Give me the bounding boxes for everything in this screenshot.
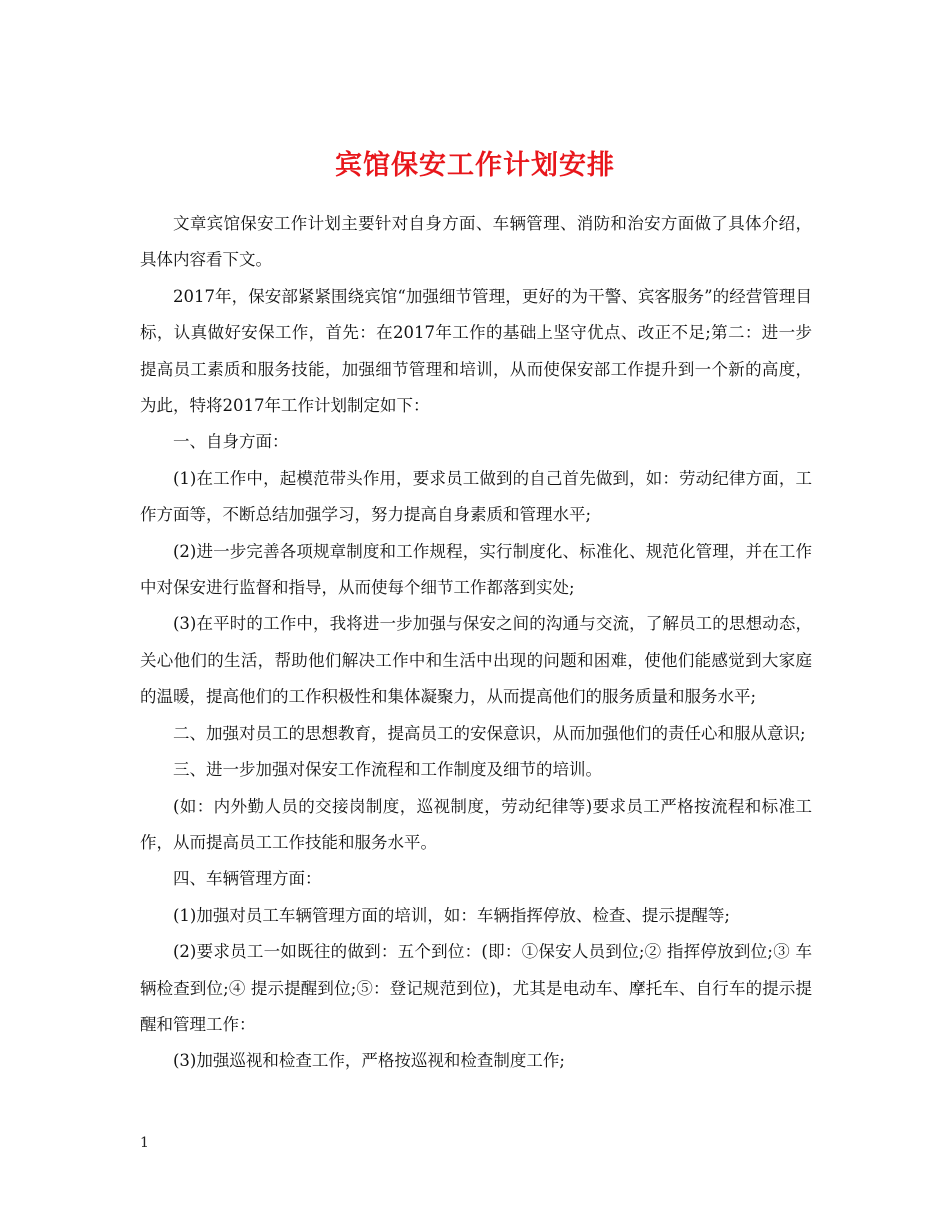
paragraph-intro: 文章宾馆保安工作计划主要针对自身方面、车辆管理、消防和治安方面做了具体介绍，具体内容看下文。 [140,214,812,270]
list-item-self-2: (2)进一步完善各项规章制度和工作规程，实行制度化、标准化、规范化管理，并在工作中对保安进行监督和指导，从而使每个细节工作都落到实处; [140,541,812,598]
page-number: 1 [140,1135,149,1151]
list-item-vehicles-3: (3)加强巡视和检查工作，严格按巡视和检查制度工作; [173,1051,565,1071]
paragraph-overview: 2017年，保安部紧紧围绕宾馆“加强细节管理，更好的为干警、宾客服务”的经营管理目标，认真做好安保工作，首先：在2017年工作的基础上坚守优点、改正不足;第二：进一步提高员工素质和服务技能，加强细节管理和培训，从而使保安部工作提升到一个新的高度，为此，特将2017年工作计划制定如下： [140,286,812,416]
list-item-vehicles-1: (1)加强对员工车辆管理方面的培训，如：车辆指挥停放、检查、提示提醒等; [173,905,730,925]
section-heading-vehicles: 四、车辆管理方面： [173,869,322,889]
document-title: 宾馆保安工作计划安排 [335,150,615,182]
paragraph-training-detail: (如：内外勤人员的交接岗制度，巡视制度，劳动纪律等)要求员工严格按流程和标准工作，从而提高员工工作技能和服务水平。 [140,796,812,852]
list-item-self-3: (3)在平时的工作中，我将进一步加强与保安之间的沟通与交流，了解员工的思想动态，关心他们的生活，帮助他们解决工作中和生活中出现的问题和困难，使他们能感觉到大家庭的温暖，提高他们的工作积极性和集体凝聚力，从而提高他们的服务质量和服务水平; [140,614,812,707]
list-item-self-1: (1)在工作中，起模范带头作用，要求员工做到的自己首先做到，如：劳动纪律方面，工作方面等，不断总结加强学习，努力提高自身素质和管理水平; [140,468,812,525]
section-heading-training: 三、进一步加强对保安工作流程和工作制度及细节的培训。 [173,760,602,780]
document-body [140,206,812,1080]
section-heading-self: 一、自身方面： [173,432,289,452]
list-item-vehicles-2: (2)要求员工一如既往的做到：五个到位：(即：①保安人员到位;② 指挥停放到位;③ 车辆检查到位;④ 提示提醒到位;⑤：登记规范到位)，尤其是电动车、摩托车、自行车的提示提醒和管理工作： [140,942,812,1034]
section-heading-education: 二、加强对员工的思想教育，提高员工的安保意识，从而加强他们的责任心和服从意识; [173,723,806,743]
